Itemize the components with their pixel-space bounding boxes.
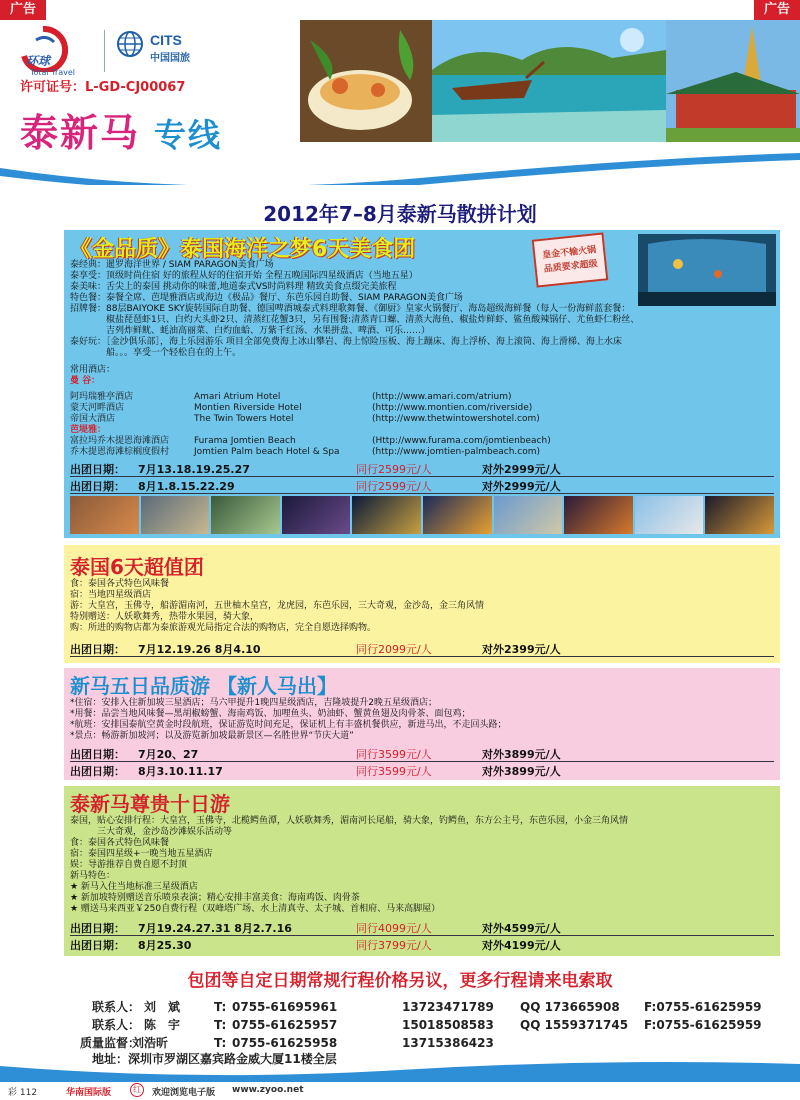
cits-cn: 中国国旅 <box>150 53 190 64</box>
logo-divider <box>104 30 105 72</box>
hotel-url: (http://www.montien.com/riverside) <box>372 403 533 413</box>
contact-row <box>92 998 794 1015</box>
main-title: 2012年7–8月泰新马散拼计划 <box>263 202 537 226</box>
hotel-row <box>70 392 612 403</box>
gold-line: 船。。。享受一个轻松自在的上午。 <box>70 348 242 358</box>
public-price: 对外4599元/人 <box>482 922 561 935</box>
contact-tel[interactable]: 0755-61625957 <box>232 1018 338 1032</box>
divider <box>70 656 774 657</box>
peer-price: 同行3599元/人 <box>356 748 432 761</box>
tel-prefix: T: <box>214 1036 227 1050</box>
departure-dates: 7月12.19.26 8月4.10 <box>138 643 261 656</box>
strip-photo <box>70 496 139 534</box>
departure-label: 出团日期： <box>70 748 125 761</box>
publication-badge: 红 <box>130 1083 144 1097</box>
hotel-cn: 阿玛瑞雅亭酒店 <box>70 392 134 402</box>
value-tour-panel <box>64 545 780 663</box>
public-price: 对外2999元/人 <box>482 480 561 493</box>
departure-label: 出团日期： <box>70 939 125 952</box>
noble-tour-details <box>70 816 628 915</box>
departure-row <box>70 641 602 657</box>
pattaya-label: 芭堤雅： <box>70 425 107 435</box>
sm-tour-details <box>70 698 507 742</box>
gold-line: 吉列炸鲜鱿、蚝油高丽菜、白灼血蛤、万紫千红汤、水果拼盘、啤酒、可乐……） <box>70 326 431 336</box>
hotel-cn: 乔木提恩海滩棕榈度假村 <box>70 447 170 457</box>
contact-name: 陈 宇 <box>144 1018 181 1032</box>
hotel-en: Furama Jomtien Beach <box>194 436 296 446</box>
contact-name: 刘浩昕 <box>132 1036 169 1050</box>
contact-mobile[interactable]: 13715386423 <box>402 1036 494 1050</box>
gold-line: 招牌餐：88层BAIYOKE SKY旋转国际自助餐、德国啤酒城泰式料理歌舞餐、《御厨》皇家火锅餐厅、海岛超级海鲜餐（每人一份海鲜蓝套餐： <box>70 304 631 314</box>
divider <box>70 493 774 494</box>
departure-label: 出团日期： <box>70 463 125 476</box>
departure-label: 出团日期： <box>70 643 125 656</box>
noble-line: 娱：导游推荐自费自愿不封顶 <box>70 860 188 870</box>
ad-tag-right: 广告 <box>754 0 800 20</box>
tel-prefix: T: <box>214 1018 227 1032</box>
pattaya-label-row <box>70 425 106 436</box>
noble-line: ★ 赠送马来西亚￥250自费行程（双峰塔广场、水上清真寺、太子城、首相府、马来高脚屋） <box>70 904 441 914</box>
sm-line: *用餐：品尝当地风味餐—黑胡椒螃蟹、海南鸡饭、加哩鱼头、奶油虾、蟹黄鱼翅及肉骨茶、面包鸡； <box>70 709 471 719</box>
bangkok-label: 曼 谷： <box>70 376 101 386</box>
peer-price: 同行2599元/人 <box>356 480 432 493</box>
strip-photo <box>494 496 563 534</box>
license-number: 许可证号：L-GD-CJ00067 <box>20 80 186 95</box>
contact-tel[interactable]: 0755-61695961 <box>232 1000 338 1014</box>
departure-label: 出团日期： <box>70 765 125 778</box>
departure-dates: 7月20、27 <box>138 748 199 761</box>
noble-line: ★ 新加坡特别赠送音乐喷泉表演；精心安排丰富美食：海南鸡饭、肉骨茶 <box>70 893 360 903</box>
public-price: 对外3899元/人 <box>482 765 561 778</box>
departure-row <box>70 920 602 936</box>
page-number: 彩 112 <box>8 1088 38 1098</box>
strip-photo <box>705 496 774 534</box>
gold-line: 泰美味：舌尖上的泰国 挑动你的味蕾,地道泰式VS时尚料理 精致美食点缀完美旅程 <box>70 282 397 292</box>
contact-role: 质量监督： <box>80 1036 141 1050</box>
noble-line: 食：泰国各式特色风味餐 <box>70 838 170 848</box>
hotel-en: Montien Riverside Hotel <box>194 403 302 413</box>
sm-line: *景点：畅游新加坡河；以及游览新加坡最新景区—名胜世界“节庆大道” <box>70 731 354 741</box>
strip-photo <box>352 496 421 534</box>
custom-tour-banner: 包团等自定日期常规行程价格另议，更多行程请来电索取 <box>187 971 613 991</box>
hotel-row <box>70 436 612 447</box>
public-price: 对外2999元/人 <box>482 463 561 476</box>
departure-row <box>70 937 602 953</box>
departure-label: 出团日期： <box>70 480 125 493</box>
gold-line: 特色餐：泰餐全席、芭堤雅酒店或海边《极品》餐厅、东芭乐园自助餐、SIAM PARAGON美食广场 <box>70 293 463 303</box>
departure-dates: 8月3.10.11.17 <box>138 765 223 778</box>
noble-line: 宿：泰国四星级+一晚当地五星酒店 <box>70 849 213 859</box>
hotel-en: Jomtien Palm beach Hotel & Spa <box>194 447 340 457</box>
noble-line: 三大奇观，金沙岛沙滩娱乐活动等 <box>70 827 233 837</box>
peer-price: 同行4099元/人 <box>356 922 432 935</box>
stamp-line-2: 品质要求超级 <box>543 259 599 275</box>
hotel-cn: 富拉玛乔木提恩海滩酒店 <box>70 436 170 446</box>
contact-mobile[interactable]: 15018508583 <box>402 1018 494 1032</box>
strip-photo <box>423 496 492 534</box>
hotels-label: 常用酒店： <box>70 365 116 375</box>
contact-qq: QQ 1559371745 <box>520 1018 629 1032</box>
hotel-url: (http://www.thetwintowershotel.com) <box>372 414 540 424</box>
address: 地址：深圳市罗湖区嘉宾路金威大厦11楼全层 <box>92 1052 337 1066</box>
cits-globe-icon <box>116 30 144 58</box>
hotel-url: (http://www.amari.com/atrium) <box>372 392 512 402</box>
contact-row <box>92 1016 794 1033</box>
stamp-line-1: 皇金不输火锅 <box>541 245 597 261</box>
departure-label: 出团日期： <box>70 922 125 935</box>
hotel-row <box>70 414 612 425</box>
contact-fax: F:0755-61625959 <box>644 1018 762 1032</box>
gold-line: 泰好玩：［金沙俱乐部］，海上乐园游乐 项目全部免费海上冰山攀岩、海上惊险压板、海上蹦床、海上浮桥、海上滚筒、海上滑梯、海上水床 <box>70 337 622 347</box>
publication-name: 华南国际版 <box>66 1088 112 1098</box>
peer-price: 同行3599元/人 <box>356 765 432 778</box>
divider <box>70 476 774 477</box>
gold-tour-title: 《金品质》泰国海洋之梦6天美食团 <box>70 237 416 262</box>
contact-role: 联系人： <box>92 1018 141 1032</box>
strip-photo <box>282 496 351 534</box>
noble-line: 新马特色： <box>70 871 116 881</box>
value-line: 特别赠送：人妖歌舞秀，热带水果园，骑大象， <box>70 612 260 622</box>
departure-row <box>70 746 602 762</box>
tel-prefix: T: <box>214 1000 227 1014</box>
hotel-cn: 蒙天河畔酒店 <box>70 403 125 413</box>
noble-tour-panel <box>64 786 780 956</box>
contact-fax: F:0755-61625959 <box>644 1000 762 1014</box>
route-title <box>20 102 222 157</box>
hotel-url: (Http://www.furama.com/jomtienbeach) <box>372 436 551 446</box>
departure-dates: 8月1.8.15.22.29 <box>138 480 235 493</box>
peer-price: 同行2099元/人 <box>356 643 432 656</box>
sm-tour-panel <box>64 668 780 780</box>
departure-row <box>70 461 602 477</box>
gold-tour-panel <box>64 230 780 538</box>
welcome-text: 欢迎浏览电子版 <box>152 1088 216 1098</box>
cits-en: CITS <box>150 32 182 48</box>
value-tour-details <box>70 579 484 634</box>
departure-row <box>70 763 602 779</box>
strip-photo <box>635 496 704 534</box>
departure-dates: 7月19.24.27.31 8月2.7.16 <box>138 922 292 935</box>
contact-role: 联系人： <box>92 1000 141 1014</box>
value-tour-title: 泰国6天超值团 <box>70 555 204 579</box>
noble-tour-title: 泰新马尊贵十日游 <box>70 792 230 816</box>
contact-mobile[interactable]: 13723471789 <box>402 1000 494 1014</box>
photo-strip <box>70 496 774 534</box>
peer-price: 同行2599元/人 <box>356 463 432 476</box>
sm-tour-title: 新马五日品质游 【新人马出】 <box>70 674 337 698</box>
gold-tour-details <box>70 260 639 387</box>
site-url-link[interactable]: www.zyoo.net <box>232 1085 304 1095</box>
value-line: 食：泰国各式特色风味餐 <box>70 579 170 589</box>
divider <box>70 761 774 762</box>
contact-name: 刘 斌 <box>144 1000 181 1014</box>
hotel-cn: 帝国大酒店 <box>70 414 116 424</box>
value-line: 购：所进的购物店都为泰旅游观光局指定合法的购物店，完全自愿选择购物。 <box>70 623 377 633</box>
sm-line: *航班：安排国泰航空黄金时段航班，保证游览时间充足，保证机上有丰盛机餐供应，新进马出，不走回头路； <box>70 720 507 730</box>
departure-row <box>70 478 602 494</box>
strip-photo <box>564 496 633 534</box>
temple-photo <box>666 20 800 142</box>
aquarium-photo <box>638 234 776 306</box>
logo-en: Total Travel <box>30 68 76 77</box>
noble-line: ★ 新马入住当地标准三星级酒店 <box>70 882 198 892</box>
public-price: 对外3899元/人 <box>482 748 561 761</box>
page-footer <box>0 1082 800 1100</box>
hotel-row <box>70 403 612 414</box>
logo-cn: 环球 <box>26 54 51 68</box>
bottom-wave <box>0 1060 800 1082</box>
departure-dates: 7月13.18.19.25.27 <box>138 463 250 476</box>
hotel-en: The Twin Towers Hotel <box>194 414 294 424</box>
hotel-en: Amari Atrium Hotel <box>194 392 281 402</box>
hotel-url: (http://www.jomtien-palmbeach.com) <box>372 447 540 457</box>
gold-line: 椒盐琵琶虾1只、白灼大头虾2只、清蒸红花蟹3只，另有围餐:清蒸青口螺、清蒸大海鱼、椒盐炸鲜虾、鲨鱼酸辣锅仔、尤鱼虾仁粉丝、 <box>70 315 640 325</box>
route-title-suffix: 专线 <box>154 116 223 154</box>
public-price: 对外4199元/人 <box>482 939 561 952</box>
strip-photo <box>141 496 210 534</box>
header <box>0 20 800 185</box>
contact-tel[interactable]: 0755-61625958 <box>232 1036 338 1050</box>
value-line: 游：大皇宫，玉佛寺，船游湄南河，五世柚木皇宫，龙虎园，东芭乐园，三大奇观，金沙岛，金三角风情 <box>70 601 485 611</box>
divider <box>70 935 774 936</box>
sea-boat-photo <box>432 20 666 142</box>
public-price: 对外2399元/人 <box>482 643 561 656</box>
noble-line: 泰国，贴心安排行程：大皇宫，玉佛寺，北榄鳄鱼潭，人妖歌舞秀，湄南河长尾船，骑大象，钓鳄鱼，东方公主号，东芭乐园，小金三角风情 <box>70 816 629 826</box>
strip-photo <box>211 496 280 534</box>
hotel-row <box>70 447 612 458</box>
value-line: 宿：当地四星级酒店 <box>70 590 152 600</box>
ad-tag-left: 广告 <box>0 0 46 20</box>
departure-dates: 8月25.30 <box>138 939 192 952</box>
sm-line: *住宿：安排入住新加坡三星酒店；马六甲提升1晚四星级酒店，吉隆坡提升2晚五星级酒店； <box>70 698 437 708</box>
contact-qq: QQ 173665908 <box>520 1000 620 1014</box>
route-title-main: 泰新马 <box>20 111 141 155</box>
gold-line: 泰经典：暹罗海洋世界 / SIAM PARAGON美食广场 <box>70 260 274 270</box>
food-photo <box>300 20 432 142</box>
contact-row <box>80 1034 520 1051</box>
gold-line: 泰享受：顶级时尚住宿 好的旅程从好的住宿开始 全程五晚国际四星级酒店（当地五星） <box>70 271 418 281</box>
peer-price: 同行3799元/人 <box>356 939 432 952</box>
